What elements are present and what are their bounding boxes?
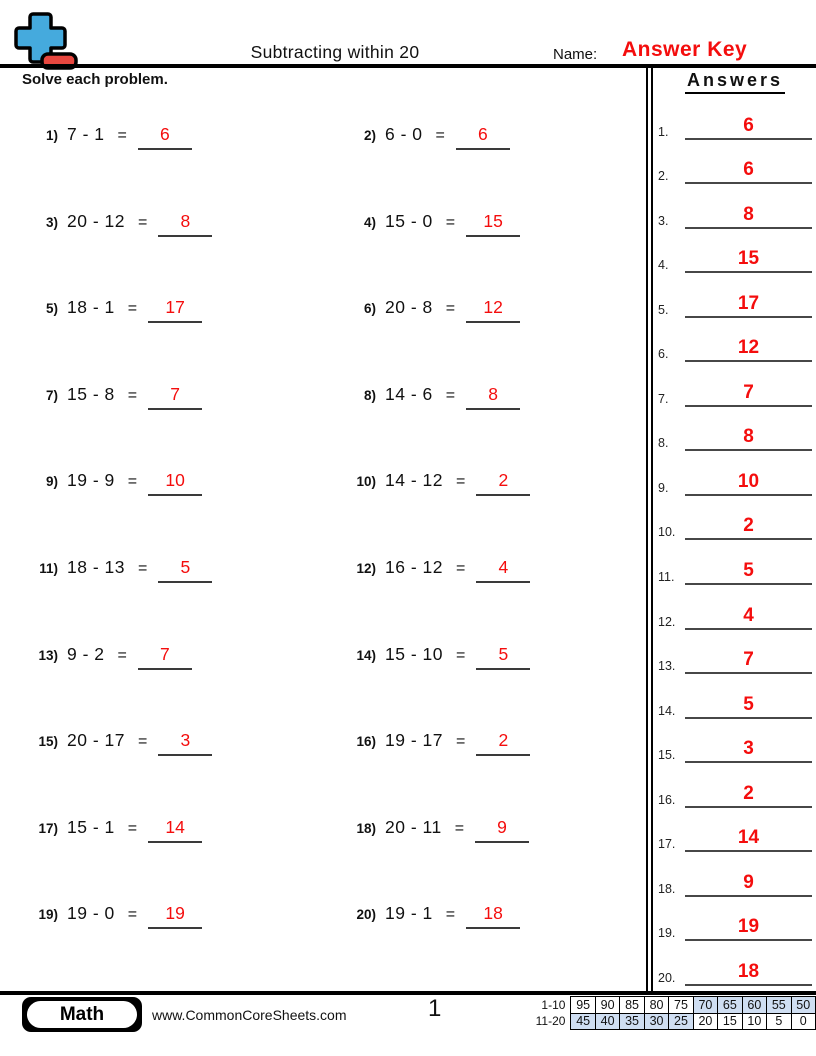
problem-number: 19) xyxy=(38,907,58,923)
equals-sign: = xyxy=(445,300,456,318)
problem-expression: 14 - 12 xyxy=(385,470,443,491)
answer-row xyxy=(658,763,812,808)
score-cell: 55 xyxy=(767,997,791,1014)
problem-expression: 9 - 2 xyxy=(67,643,105,664)
answer-row-value: 17 xyxy=(737,292,760,314)
problem-answer-value: 9 xyxy=(497,816,507,837)
problem-answer-blank xyxy=(148,815,202,843)
equals-sign: = xyxy=(455,473,466,491)
answers-panel xyxy=(658,70,812,985)
problem-number: 3) xyxy=(45,214,58,230)
problem-number: 15) xyxy=(38,734,58,750)
answer-row-value: 19 xyxy=(737,916,760,938)
problem-item xyxy=(24,728,342,815)
answer-row-number: 16. xyxy=(658,792,676,807)
problem-expression: 15 - 0 xyxy=(385,210,433,231)
problem-item xyxy=(24,555,342,642)
answer-row-value: 10 xyxy=(737,470,760,492)
problem-answer-blank xyxy=(475,815,529,843)
problem-answer-blank xyxy=(456,122,510,150)
answer-row-number: 4. xyxy=(658,258,669,273)
equals-sign: = xyxy=(127,906,138,924)
problem-answer-blank xyxy=(148,468,202,496)
problem-answer-blank xyxy=(466,382,520,410)
answer-row xyxy=(658,407,812,452)
answer-row-number: 3. xyxy=(658,213,669,228)
name-label: Name: xyxy=(553,46,598,63)
problem-number: 9) xyxy=(45,474,58,490)
problem-number: 8) xyxy=(363,387,376,403)
answer-row xyxy=(658,362,812,407)
answer-row-line xyxy=(685,383,812,407)
score-cell: 60 xyxy=(742,997,766,1014)
problem-answer-value: 19 xyxy=(165,903,185,924)
answer-row xyxy=(658,674,812,719)
score-cell: 15 xyxy=(718,1013,742,1030)
problem-expression: 19 - 17 xyxy=(385,730,443,751)
answer-row xyxy=(658,184,812,229)
answer-row-line xyxy=(685,561,812,585)
problem-item xyxy=(342,555,642,642)
answer-row-number: 12. xyxy=(658,614,676,629)
equals-sign: = xyxy=(445,386,456,404)
problem-number: 18) xyxy=(356,820,376,836)
answer-row xyxy=(658,496,812,541)
problem-answer-value: 17 xyxy=(165,297,185,318)
answer-row-number: 17. xyxy=(658,837,676,852)
problem-answer-value: 18 xyxy=(483,903,503,924)
problem-item xyxy=(24,122,342,209)
problem-answer-blank xyxy=(466,209,520,237)
answer-row xyxy=(658,852,812,897)
answer-row-line xyxy=(685,427,812,451)
answer-row-value: 8 xyxy=(743,203,754,225)
problem-answer-blank xyxy=(148,382,202,410)
score-cell: 90 xyxy=(595,997,619,1014)
answer-row xyxy=(658,585,812,630)
score-table-row xyxy=(527,997,816,1014)
answer-row xyxy=(658,229,812,274)
answer-row-value: 5 xyxy=(743,560,754,582)
answer-row-value: 9 xyxy=(743,871,754,893)
problem-number: 5) xyxy=(45,301,58,317)
score-cell: 45 xyxy=(571,1013,595,1030)
answer-row xyxy=(658,897,812,942)
problem-answer-blank xyxy=(138,642,192,670)
equals-sign: = xyxy=(127,819,138,837)
problem-number: 17) xyxy=(38,820,58,836)
score-cell: 10 xyxy=(742,1013,766,1030)
page-number: 1 xyxy=(428,995,442,1022)
answer-row xyxy=(658,719,812,764)
problem-item xyxy=(24,209,342,296)
header-divider-line xyxy=(0,64,816,68)
answers-panel-title: Answers xyxy=(685,70,785,94)
equals-sign: = xyxy=(137,559,148,577)
score-cell: 75 xyxy=(669,997,693,1014)
problem-expression: 19 - 1 xyxy=(385,903,433,924)
problem-number: 13) xyxy=(38,647,58,663)
worksheet-title: Subtracting within 20 xyxy=(250,42,420,62)
answer-row-line xyxy=(685,205,812,229)
problem-answer-value: 2 xyxy=(498,470,509,491)
problem-expression: 19 - 9 xyxy=(67,470,115,491)
equals-sign: = xyxy=(454,819,465,837)
score-range-label: 11-20 xyxy=(535,1014,566,1029)
answer-row-number: 14. xyxy=(658,703,676,718)
problem-answer-value: 6 xyxy=(160,124,170,144)
problem-expression: 15 - 10 xyxy=(385,643,443,664)
problem-answer-blank xyxy=(466,901,520,929)
problem-number: 6) xyxy=(363,301,376,317)
problem-answer-value: 10 xyxy=(165,470,185,491)
problem-item xyxy=(24,815,342,902)
problem-expression: 20 - 11 xyxy=(385,816,442,837)
answer-row xyxy=(658,95,812,140)
equals-sign: = xyxy=(455,559,466,577)
score-cell: 85 xyxy=(620,997,644,1014)
answer-row-line xyxy=(685,338,812,362)
problem-item xyxy=(24,295,342,382)
answer-row-number: 15. xyxy=(658,748,676,763)
score-cell: 25 xyxy=(669,1013,693,1030)
answer-row-number: 10. xyxy=(658,525,676,540)
problem-number: 7) xyxy=(45,387,58,403)
problem-expression: 18 - 1 xyxy=(67,297,115,318)
commoncoresheets-logo xyxy=(14,10,80,72)
answers-column-divider xyxy=(646,67,653,991)
equals-sign: = xyxy=(127,386,138,404)
score-cell: 70 xyxy=(693,997,717,1014)
problem-expression: 20 - 8 xyxy=(385,297,433,318)
problem-answer-value: 3 xyxy=(180,730,191,751)
answer-row-value: 6 xyxy=(743,159,754,181)
equals-sign: = xyxy=(117,127,127,144)
answer-row-line xyxy=(685,606,812,630)
answer-row-value: 7 xyxy=(743,381,754,403)
problem-expression: 6 - 0 xyxy=(385,124,423,144)
answer-row-number: 1. xyxy=(658,124,669,139)
answers-list xyxy=(658,95,812,986)
score-cell: 0 xyxy=(791,1013,815,1030)
problem-answer-blank xyxy=(148,295,202,323)
problem-answer-value: 2 xyxy=(498,730,509,751)
problem-answer-value: 14 xyxy=(165,816,185,837)
problem-answer-blank xyxy=(158,555,212,583)
problem-expression: 16 - 12 xyxy=(385,556,443,577)
score-cell: 80 xyxy=(644,997,668,1014)
answer-row-line xyxy=(685,516,812,540)
problem-answer-value: 7 xyxy=(160,643,170,664)
problem-item xyxy=(342,468,642,555)
answer-row-number: 11. xyxy=(658,570,675,585)
answer-row-value: 8 xyxy=(743,426,754,448)
score-cell: 50 xyxy=(791,997,815,1014)
score-cell: 40 xyxy=(595,1013,619,1030)
answer-row-value: 6 xyxy=(743,114,754,136)
answer-row-value: 4 xyxy=(743,604,754,626)
score-table-row xyxy=(527,1013,816,1030)
instructions-text: Solve each problem. xyxy=(22,71,168,88)
problem-number: 14) xyxy=(356,647,376,663)
answer-row-value: 12 xyxy=(737,337,760,359)
answer-row xyxy=(658,318,812,363)
problem-item xyxy=(24,642,342,729)
answer-row-line xyxy=(685,116,812,140)
answer-row-number: 9. xyxy=(658,480,669,495)
answer-row-number: 7. xyxy=(658,391,669,406)
answer-row-value: 18 xyxy=(737,960,760,982)
problem-expression: 20 - 12 xyxy=(67,210,125,231)
score-cell: 20 xyxy=(693,1013,717,1030)
problem-number: 1) xyxy=(45,128,58,143)
score-cell: 35 xyxy=(620,1013,644,1030)
answer-row-value: 15 xyxy=(737,248,760,270)
answer-row-line xyxy=(685,962,812,986)
answer-row-number: 19. xyxy=(658,926,676,941)
problem-expression: 19 - 0 xyxy=(67,903,115,924)
problem-answer-blank xyxy=(476,468,530,496)
equals-sign: = xyxy=(127,473,138,491)
answer-row-number: 18. xyxy=(658,881,676,896)
problem-expression: 20 - 17 xyxy=(67,730,125,751)
answer-row-line xyxy=(685,160,812,184)
equals-sign: = xyxy=(137,213,148,231)
problem-item xyxy=(24,468,342,555)
problem-answer-value: 8 xyxy=(488,383,498,404)
problem-expression: 14 - 6 xyxy=(385,383,433,404)
answer-row xyxy=(658,630,812,675)
problems-grid xyxy=(24,122,642,988)
answer-row-line xyxy=(685,472,812,496)
problem-number: 12) xyxy=(356,560,376,576)
answer-row-number: 5. xyxy=(658,302,669,317)
answer-row-line xyxy=(685,294,812,318)
score-range-label: 1-10 xyxy=(541,997,566,1012)
plus-minus-icon xyxy=(14,10,80,72)
answer-row-number: 8. xyxy=(658,436,669,451)
subject-badge xyxy=(22,997,142,1032)
name-value-answer-key: Answer Key xyxy=(622,38,748,61)
problem-expression: 7 - 1 xyxy=(67,124,105,144)
problem-expression: 15 - 8 xyxy=(67,383,115,404)
problem-answer-value: 15 xyxy=(483,210,503,231)
problem-answer-blank xyxy=(138,122,192,150)
answer-row xyxy=(658,941,812,986)
answer-row-line xyxy=(685,695,812,719)
subject-badge-label: Math xyxy=(27,1001,137,1028)
problem-answer-value: 5 xyxy=(180,556,191,577)
problem-answer-blank xyxy=(476,555,530,583)
answer-row-line xyxy=(685,784,812,808)
problem-item xyxy=(342,122,642,209)
answer-row-line xyxy=(685,828,812,852)
score-cell: 95 xyxy=(571,997,595,1014)
answer-row-line xyxy=(685,873,812,897)
score-table xyxy=(527,996,816,1030)
answer-row-number: 13. xyxy=(658,659,676,674)
problem-number: 20) xyxy=(356,907,376,923)
answer-row-number: 2. xyxy=(658,169,669,184)
problem-item xyxy=(342,901,642,988)
answer-row-value: 3 xyxy=(743,738,754,760)
answer-row xyxy=(658,140,812,185)
answer-row-number: 6. xyxy=(658,347,669,362)
answer-row-line xyxy=(685,249,812,273)
problem-expression: 15 - 1 xyxy=(67,816,115,837)
problem-item xyxy=(342,295,642,382)
answer-row-value: 14 xyxy=(737,827,760,849)
problem-answer-value: 4 xyxy=(498,556,509,577)
equals-sign: = xyxy=(445,906,456,924)
score-cell: 30 xyxy=(644,1013,668,1030)
problem-number: 10) xyxy=(356,474,376,490)
problem-answer-blank xyxy=(476,728,530,756)
equals-sign: = xyxy=(455,646,466,664)
problem-number: 4) xyxy=(363,214,376,230)
equals-sign: = xyxy=(435,127,445,144)
problem-answer-value: 8 xyxy=(180,210,191,231)
problem-answer-blank xyxy=(476,642,530,670)
problem-item xyxy=(24,901,342,988)
answer-row-value: 2 xyxy=(743,515,754,537)
problem-number: 16) xyxy=(356,734,376,750)
problem-answer-blank xyxy=(158,728,212,756)
footer-divider-line xyxy=(0,991,816,995)
answer-row-line xyxy=(685,917,812,941)
score-cell: 5 xyxy=(767,1013,791,1030)
answer-row-value: 7 xyxy=(743,649,754,671)
problem-answer-value: 6 xyxy=(478,124,488,144)
problem-item xyxy=(342,815,642,902)
answer-row-line xyxy=(685,650,812,674)
equals-sign: = xyxy=(137,733,148,751)
answer-row-value: 2 xyxy=(743,782,754,804)
problem-answer-value: 5 xyxy=(498,643,509,664)
problem-item xyxy=(342,209,642,296)
website-text: www.CommonCoreSheets.com xyxy=(152,1007,347,1023)
answer-row-line xyxy=(685,739,812,763)
answer-row xyxy=(658,540,812,585)
answer-row-value: 5 xyxy=(743,693,754,715)
answer-row xyxy=(658,273,812,318)
equals-sign: = xyxy=(455,733,466,751)
problem-number: 11) xyxy=(39,560,58,576)
problem-answer-blank xyxy=(466,295,520,323)
problem-answer-value: 12 xyxy=(483,297,503,318)
problem-item xyxy=(342,382,642,469)
problem-item xyxy=(342,728,642,815)
problem-answer-value: 7 xyxy=(170,383,180,404)
problem-item xyxy=(24,382,342,469)
problem-answer-blank xyxy=(158,209,212,237)
answer-row xyxy=(658,808,812,853)
problem-item xyxy=(342,642,642,729)
problem-expression: 18 - 13 xyxy=(67,556,125,577)
equals-sign: = xyxy=(117,646,127,664)
problem-number: 2) xyxy=(363,128,376,143)
equals-sign: = xyxy=(127,300,138,318)
problem-answer-blank xyxy=(148,901,202,929)
score-cell: 65 xyxy=(718,997,742,1014)
equals-sign: = xyxy=(445,213,456,231)
answer-row-number: 20. xyxy=(658,970,676,985)
answer-row xyxy=(658,451,812,496)
